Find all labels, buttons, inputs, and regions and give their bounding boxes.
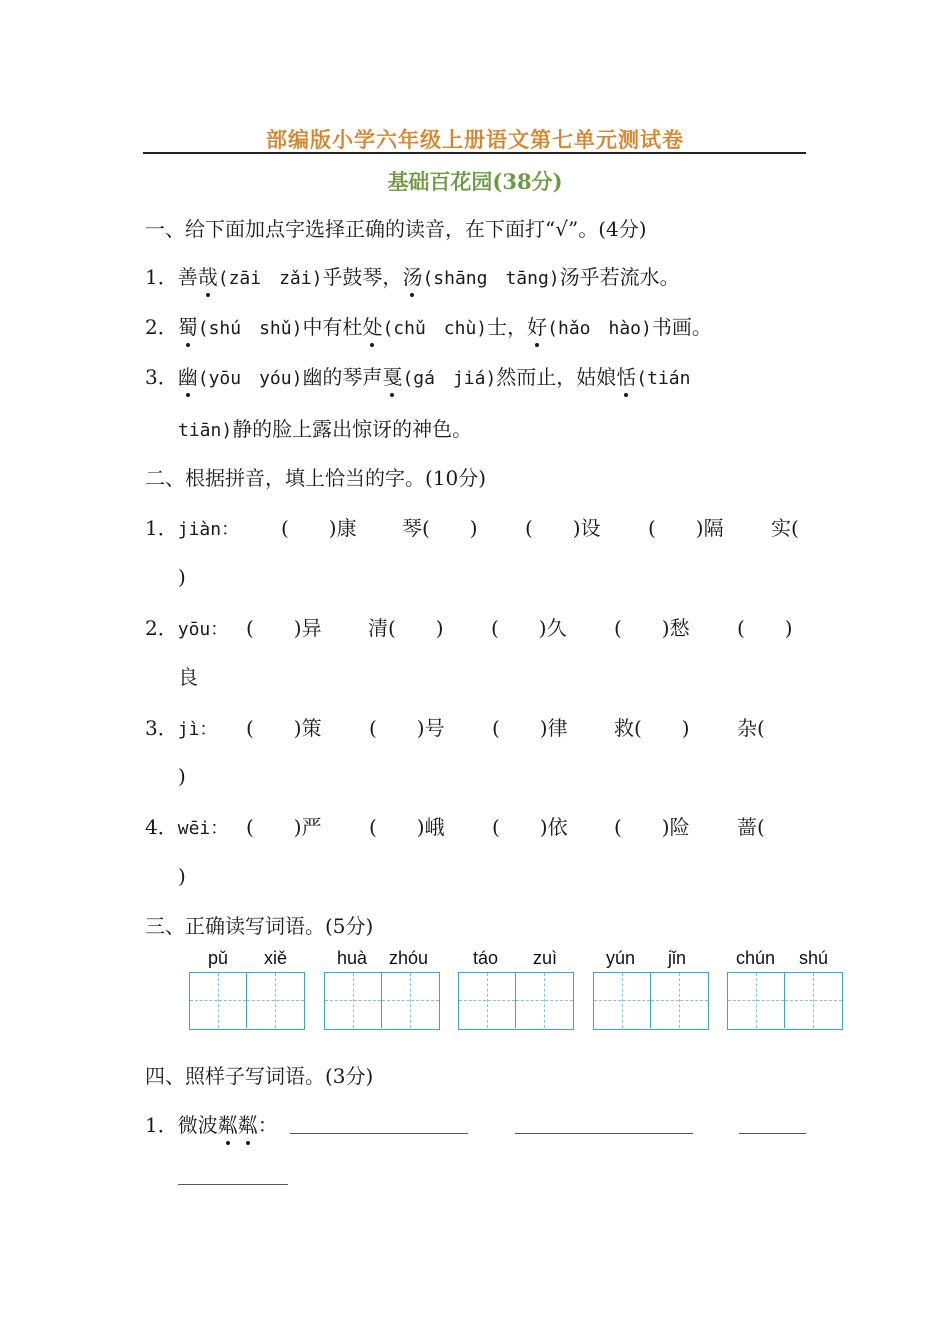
word-pinyin: jǐn [668, 948, 687, 968]
dotted-char: 汤 [402, 265, 423, 289]
s1-question-3: 3．幽(yōu yóu)幽的琴声戛(gá jiá)然而止，姑娘恬(tián [145, 365, 691, 389]
writing-grid[interactable] [458, 972, 574, 1030]
question-number: 1． [145, 516, 178, 540]
dotted-char: 幽 [177, 365, 198, 389]
question-number: 4． [145, 815, 178, 839]
word-pinyin: chún [736, 948, 776, 968]
pinyin-label: jiàn： [177, 519, 240, 540]
answer-blank[interactable]: ( )严 [246, 815, 322, 839]
pinyin-label: yōu： [177, 619, 229, 640]
answer-blank-continued: 良 [178, 665, 198, 689]
word-pinyin: shú [799, 948, 829, 968]
answer-blank[interactable]: 琴( ) [402, 516, 478, 540]
answer-blank[interactable]: 蔷( [737, 815, 765, 839]
dotted-char: 戛 [382, 365, 403, 389]
s1-question-3-continued: tiān)静的脸上露出惊讶的神色。 [178, 417, 473, 441]
writing-grid[interactable] [324, 972, 440, 1030]
question-number: 3． [145, 365, 178, 389]
pinyin-options: (yōu yóu) [197, 368, 303, 389]
answer-blank[interactable]: ( )律 [492, 716, 568, 740]
write-line[interactable] [739, 1133, 806, 1134]
question-number: 2． [145, 616, 178, 640]
s1-question-2: 2．蜀(shú shǔ)中有杜处(chǔ chù)士，好(hǎo hào)书画。 [145, 315, 712, 339]
answer-blank[interactable]: ( )愁 [614, 616, 690, 640]
s2-question-2 [145, 615, 228, 643]
answer-blank[interactable]: 清( ) [368, 616, 444, 640]
writing-grid[interactable] [189, 972, 305, 1030]
pinyin-label: jì： [177, 719, 218, 740]
pinyin-options: (shāng tāng) [422, 268, 560, 289]
answer-blank[interactable]: ( )依 [492, 815, 568, 839]
dotted-char: 粼 [217, 1113, 238, 1137]
dotted-char: 好 [527, 315, 548, 339]
answer-blank[interactable]: 实( [771, 516, 799, 540]
answer-blank[interactable]: ( )策 [246, 716, 322, 740]
answer-blank[interactable]: ( )隔 [648, 516, 724, 540]
word-pinyin: táo [473, 948, 499, 968]
pinyin-options: (hǎo hào) [547, 318, 652, 339]
section-3-heading: 三、正确读写词语。(5分) [145, 914, 374, 938]
dotted-char: 恬 [616, 365, 637, 389]
s4-question-1: 1．微波粼粼： [145, 1113, 278, 1137]
s2-question-1 [145, 515, 239, 543]
answer-blank[interactable]: ( ) [737, 616, 793, 640]
dotted-char: 哉 [197, 265, 218, 289]
writing-grid[interactable] [727, 972, 843, 1030]
answer-blank-continued: ) [178, 864, 186, 888]
document-title: 部编版小学六年级上册语文第七单元测试卷 [266, 127, 684, 152]
s1-question-1: 1．善哉(zāi zǎi)乎鼓琴，汤(shāng tāng)汤乎若流水。 [145, 265, 680, 289]
pinyin-options: (gá jiá) [402, 368, 497, 389]
section-1-heading: 一、给下面加点字选择正确的读音，在下面打“√”。(4分) [145, 217, 647, 241]
dotted-char: 处 [362, 315, 383, 339]
section-4-heading: 四、照样子写词语。(3分) [145, 1064, 374, 1088]
answer-blank-continued: ) [178, 565, 186, 589]
s2-question-4 [145, 814, 228, 842]
pinyin-options: (zāi zǎi) [217, 268, 323, 289]
word-pinyin: yún [606, 948, 636, 968]
answer-blank[interactable]: ( )异 [246, 616, 322, 640]
answer-blank[interactable]: ( )康 [281, 516, 357, 540]
dotted-char: 蜀 [177, 315, 198, 339]
title-divider [143, 152, 806, 154]
pinyin-options: (chǔ chù) [382, 318, 488, 339]
section-2-heading: 二、根据拼音，填上恰当的字。(10分) [145, 466, 487, 490]
answer-blank[interactable]: ( )号 [369, 716, 445, 740]
s2-question-3 [145, 715, 217, 743]
pinyin-label: wēi： [177, 818, 229, 839]
section-group-title: 基础百花园(38分) [387, 169, 563, 194]
write-line[interactable] [515, 1133, 693, 1134]
question-number: 3． [145, 716, 178, 740]
word-pinyin: zuì [533, 948, 558, 968]
word-pinyin: pǔ [208, 948, 229, 968]
answer-blank[interactable]: ( )久 [491, 616, 567, 640]
write-line[interactable] [290, 1133, 468, 1134]
dotted-char: 粼 [237, 1113, 258, 1137]
question-number: 2． [145, 315, 178, 339]
answer-blank[interactable]: ( )险 [614, 815, 690, 839]
answer-blank[interactable]: 救( ) [614, 716, 690, 740]
pinyin-options: (tián [636, 368, 691, 389]
pinyin-options: (shú shǔ) [197, 318, 303, 339]
word-pinyin: huà [337, 948, 368, 968]
answer-blank-continued: ) [178, 764, 186, 788]
word-pinyin: xiě [264, 948, 288, 968]
answer-blank[interactable]: ( )设 [525, 516, 601, 540]
question-number: 1． [145, 1113, 178, 1137]
answer-blank[interactable]: ( )峨 [369, 815, 445, 839]
question-number: 1． [145, 265, 178, 289]
pinyin-options: tiān) [178, 420, 233, 441]
write-line[interactable] [178, 1184, 288, 1185]
writing-grid[interactable] [593, 972, 709, 1030]
answer-blank[interactable]: 杂( [737, 716, 765, 740]
word-pinyin: zhóu [389, 948, 429, 968]
